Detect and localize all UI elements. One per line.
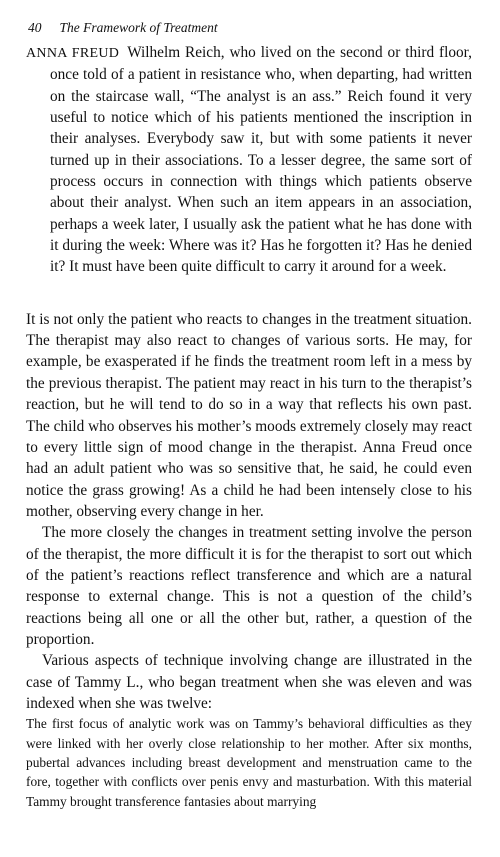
speaker-quote [26,42,472,278]
section-gap [26,278,472,309]
running-head [28,20,472,42]
paragraph-2: The more closely the changes in treatment setting involve the person of the therapist, the more difficult it is for the therapist to sort out which of the patient’s reactions reflect transference and which are a natural response to external change. This is not a question of the child’s reactions being all one or all the other but, rather, a question of the proportion. [26,524,472,648]
quote-text: Wilhelm Reich, who lived on the second or third floor, once told of a patient in resistance who, when departing, had written on the staircase wall, “The analyst is an ass.” Reich found it very useful to notice which of his patients mentioned the inscription in their analyses. Everybody saw it, but with some patients it never turned up in their associations. To a lesser degree, the same sort of process occurs in connection with things which patients observe about their analyst. When such an item appears in an association, perhaps a week later, I usually ask the patient what he has done with it during the week: Where was it? Has he forgotten it? Has he denied it? It must have been quite difficult to carry it around for a week. [50,44,472,276]
paragraph-3: Various aspects of technique involving change are illustrated in the case of Tammy L., who began treatment when she was eleven and was indexed when she was twelve: [26,652,472,712]
case-extract: The first focus of analytic work was on Tammy’s behavioral difficulties as they were linked with her overly close relationship to her mother. After six months, pubertal advances including breast development and menstruation came to the fore, together with conflicts over penis envy and masturbation. With this material Tammy brought transference fantasies about marrying [26,716,472,809]
speaker-name: ANNA FREUD [26,46,120,61]
running-title: The Framework of Treatment [59,20,218,35]
body-text [26,42,472,811]
paragraph-1: It is not only the patient who reacts to changes in the treatment situation. The therapist may also react to changes of various sorts. He may, for example, be exasperated if he finds the treatment room left in a mess by the previous therapist. The patient may react in his turn to the therapist’s reaction, but he will tend to do so in a way that reflects his own past. The child who observes his mother’s moods extremely closely may react to every little sign of mood change in the therapist. Anna Freud once had an adult patient who was so sensitive that, he said, he could even notice the grass growing! As a child he had been intensely close to his mother, observing every change in her. [26,310,472,520]
page-number: 40 [28,20,42,35]
